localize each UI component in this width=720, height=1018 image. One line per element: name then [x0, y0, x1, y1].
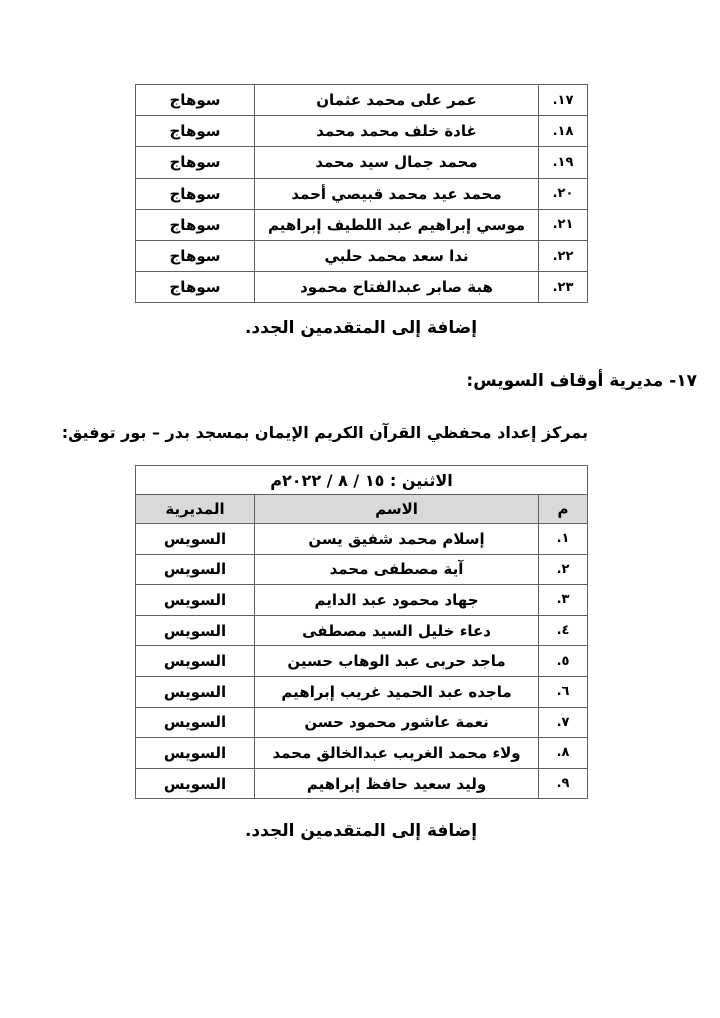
name-cell: وليد سعيد حافظ إبراهيم — [255, 768, 539, 799]
row-number-cell: ١٧. — [539, 85, 588, 116]
row-number-cell: ٩. — [539, 768, 588, 799]
row-number-cell: ٧. — [539, 707, 588, 738]
name-cell: إسلام محمد شفيق يسن — [255, 524, 539, 555]
name-cell: غادة خلف محمد محمد — [255, 116, 539, 147]
table-row — [136, 240, 588, 271]
name-cell: نعمة عاشور محمود حسن — [255, 707, 539, 738]
row-number-cell: ١. — [539, 524, 588, 555]
row-number-cell: ٦. — [539, 676, 588, 707]
addition-note: إضافة إلى المتقدمين الجدد. — [244, 821, 478, 841]
directorate-cell: سوهاج — [136, 272, 255, 303]
addition-note: إضافة إلى المتقدمين الجدد. — [244, 318, 478, 338]
column-header-num: م — [539, 495, 588, 524]
directorate-cell: السويس — [136, 676, 255, 707]
table-row — [136, 615, 588, 646]
column-header-row — [136, 495, 588, 524]
table-row — [136, 554, 588, 585]
column-header-name: الاسم — [255, 495, 539, 524]
name-cell: ندا سعد محمد حلبي — [255, 240, 539, 271]
directorate-cell: السويس — [136, 554, 255, 585]
row-number-cell: ١٩. — [539, 147, 588, 178]
directorate-cell: سوهاج — [136, 116, 255, 147]
directorate-cell: السويس — [136, 524, 255, 555]
row-number-cell: ٥. — [539, 646, 588, 677]
row-number-cell: ٢١. — [539, 209, 588, 240]
row-number-cell: ٤. — [539, 615, 588, 646]
directorate-cell: السويس — [136, 646, 255, 677]
row-number-cell: ٨. — [539, 738, 588, 769]
name-cell: ماجده عبد الحميد غريب إبراهيم — [255, 676, 539, 707]
table-row — [136, 768, 588, 799]
directorate-cell: سوهاج — [136, 147, 255, 178]
name-cell: محمد عيد محمد قبيصي أحمد — [255, 178, 539, 209]
name-cell: جهاد محمود عبد الدايم — [255, 585, 539, 616]
table-row — [136, 707, 588, 738]
suez-table — [135, 465, 588, 799]
name-cell: دعاء خليل السيد مصطفى — [255, 615, 539, 646]
table-row — [136, 646, 588, 677]
directorate-cell: سوهاج — [136, 209, 255, 240]
table-row — [136, 116, 588, 147]
name-cell: ماجد حربى عبد الوهاب حسين — [255, 646, 539, 677]
section-subheading: بمركز إعداد محفظي القرآن الكريم الإيمان بمسجد بدر – بور توفيق: — [61, 423, 588, 442]
table-row — [136, 524, 588, 555]
table-row — [136, 585, 588, 616]
name-cell: عمر على محمد عثمان — [255, 85, 539, 116]
date-header-cell: الاثنين : ١٥ / ٨ / ٢٠٢٢م — [136, 466, 588, 495]
directorate-cell: السويس — [136, 768, 255, 799]
table-row — [136, 147, 588, 178]
table-row — [136, 676, 588, 707]
column-header-directorate: المديرية — [136, 495, 255, 524]
directorate-cell: السويس — [136, 615, 255, 646]
name-cell: محمد جمال سيد محمد — [255, 147, 539, 178]
directorate-cell: السويس — [136, 738, 255, 769]
directorate-cell: سوهاج — [136, 178, 255, 209]
row-number-cell: ٢. — [539, 554, 588, 585]
table-row — [136, 178, 588, 209]
section-heading: ١٧- مديرية أوقاف السويس: — [466, 371, 697, 391]
name-cell: آية مصطفى محمد — [255, 554, 539, 585]
table-row — [136, 85, 588, 116]
name-cell: ولاء محمد الغريب عبدالخالق محمد — [255, 738, 539, 769]
date-header-row — [136, 466, 588, 495]
directorate-cell: السويس — [136, 585, 255, 616]
table-row — [136, 209, 588, 240]
directorate-cell: سوهاج — [136, 85, 255, 116]
directorate-cell: سوهاج — [136, 240, 255, 271]
sohag-continuation-table — [135, 84, 588, 303]
directorate-cell: السويس — [136, 707, 255, 738]
table-row — [136, 738, 588, 769]
row-number-cell: ١٨. — [539, 116, 588, 147]
row-number-cell: ٢٠. — [539, 178, 588, 209]
row-number-cell: ٣. — [539, 585, 588, 616]
table-row — [136, 272, 588, 303]
row-number-cell: ٢٣. — [539, 272, 588, 303]
name-cell: موسي إبراهيم عبد اللطيف إبراهيم — [255, 209, 539, 240]
row-number-cell: ٢٢. — [539, 240, 588, 271]
name-cell: هبة صابر عبدالفتاح محمود — [255, 272, 539, 303]
